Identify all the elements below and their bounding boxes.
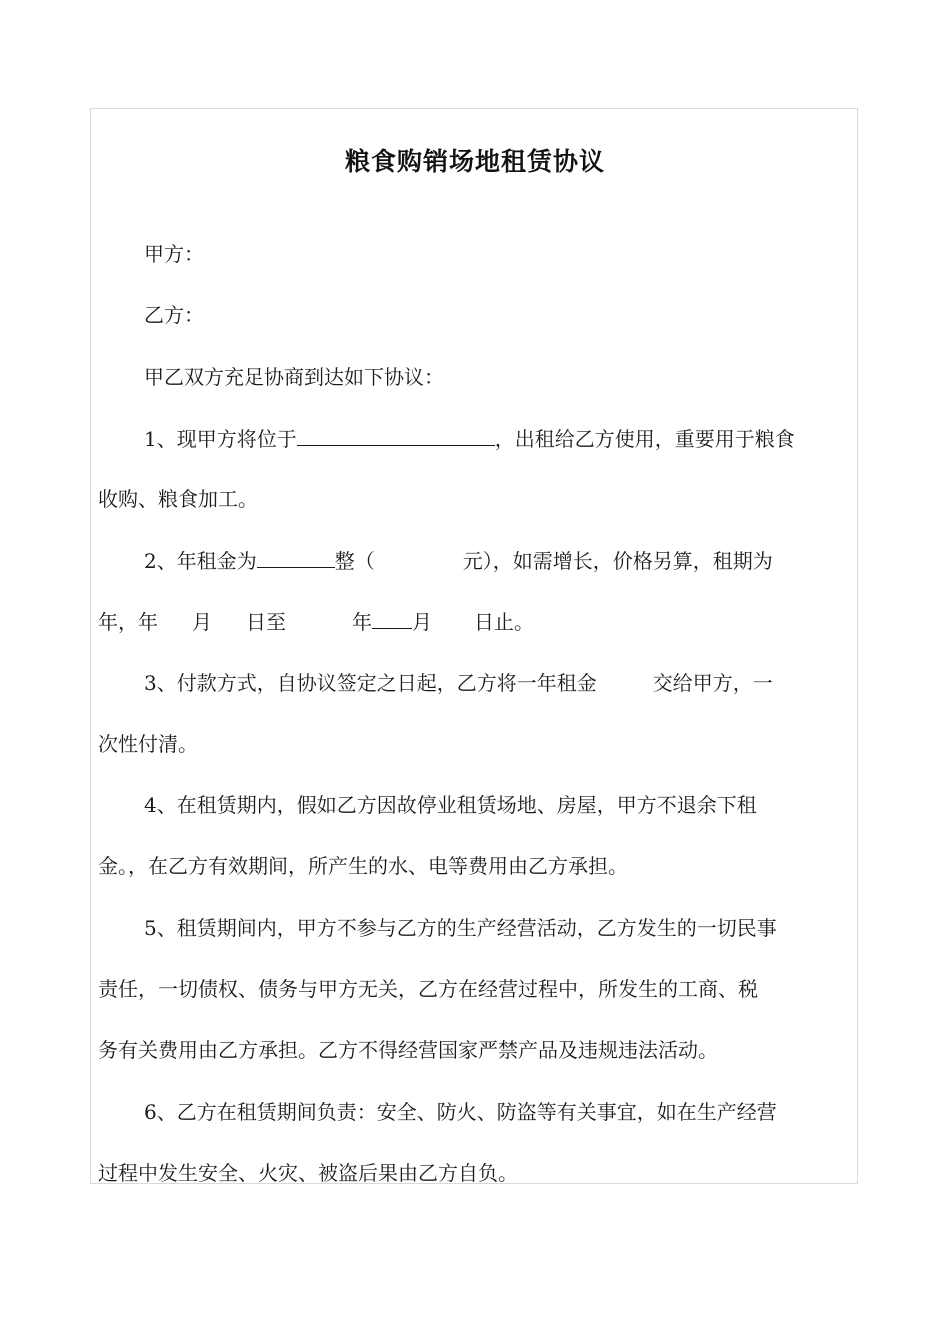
party-b-label: 乙方： [144, 303, 204, 327]
clause-4-line-1: 4、在租赁期内，假如乙方因故停业租赁场地、房屋，甲方不退余下租 [144, 793, 757, 817]
clause-1-line-1 [144, 423, 795, 453]
clause-6-line-2: 过程中发生安全、火灾、被盗后果由乙方自负。 [98, 1161, 518, 1185]
location-blank [297, 423, 495, 446]
clause-2-text-f: 日至 [246, 610, 286, 634]
clause-2-text-d: 年，年 [98, 610, 158, 634]
rent-amount-blank [257, 545, 335, 568]
clause-2-text-a: 2、年租金为 [144, 549, 257, 573]
clause-1-text-a: 1、现甲方将位于 [144, 427, 297, 451]
clause-5-line-1: 5、租赁期间内，甲方不参与乙方的生产经营活动，乙方发生的一切民事 [144, 916, 777, 940]
clause-2-text-c: 元），如需增长，价格另算，租期为 [462, 549, 773, 573]
clause-1-line-2: 收购、粮食加工。 [98, 487, 258, 511]
clause-5-line-3: 务有关费用由乙方承担。乙方不得经营国家严禁产品及违规违法活动。 [98, 1038, 718, 1062]
clause-2-line-2 [98, 606, 534, 636]
clause-2-text-e: 月 [192, 610, 212, 634]
clause-3-text-a: 3、付款方式，自协议签定之日起，乙方将一年租金 [144, 671, 597, 695]
clause-2-text-b: 整（ [334, 549, 375, 573]
lease-month-blank [372, 606, 412, 629]
clause-2-line-1 [144, 545, 773, 575]
document-title: 粮食购销场地租赁协议 [344, 147, 605, 176]
agreement-intro: 甲乙双方充足协商到达如下协议： [144, 365, 444, 389]
clause-6-line-1: 6、乙方在租赁期间负责：安全、防火、防盗等有关事宜，如在生产经营 [144, 1100, 777, 1124]
clause-1-text-b: ，出租给乙方使用，重要用于粮食 [494, 427, 795, 451]
clause-3-line-1 [144, 668, 773, 698]
clause-3-text-b: 交给甲方，一 [652, 671, 773, 695]
party-a-label: 甲方： [144, 242, 204, 266]
clause-5-line-2: 责任，一切债权、债务与甲方无关，乙方在经营过程中，所发生的工商、税 [98, 977, 758, 1001]
clause-2-text-i: 日止。 [474, 610, 534, 634]
clause-3-line-2: 次性付清。 [98, 732, 198, 756]
clause-2-text-g: 年 [352, 610, 372, 634]
clause-4-line-2: 金。，在乙方有效期间，所产生的水、电等费用由乙方承担。 [98, 854, 628, 878]
document-page-frame [90, 108, 858, 1184]
clause-2-text-h: 月 [412, 610, 432, 634]
